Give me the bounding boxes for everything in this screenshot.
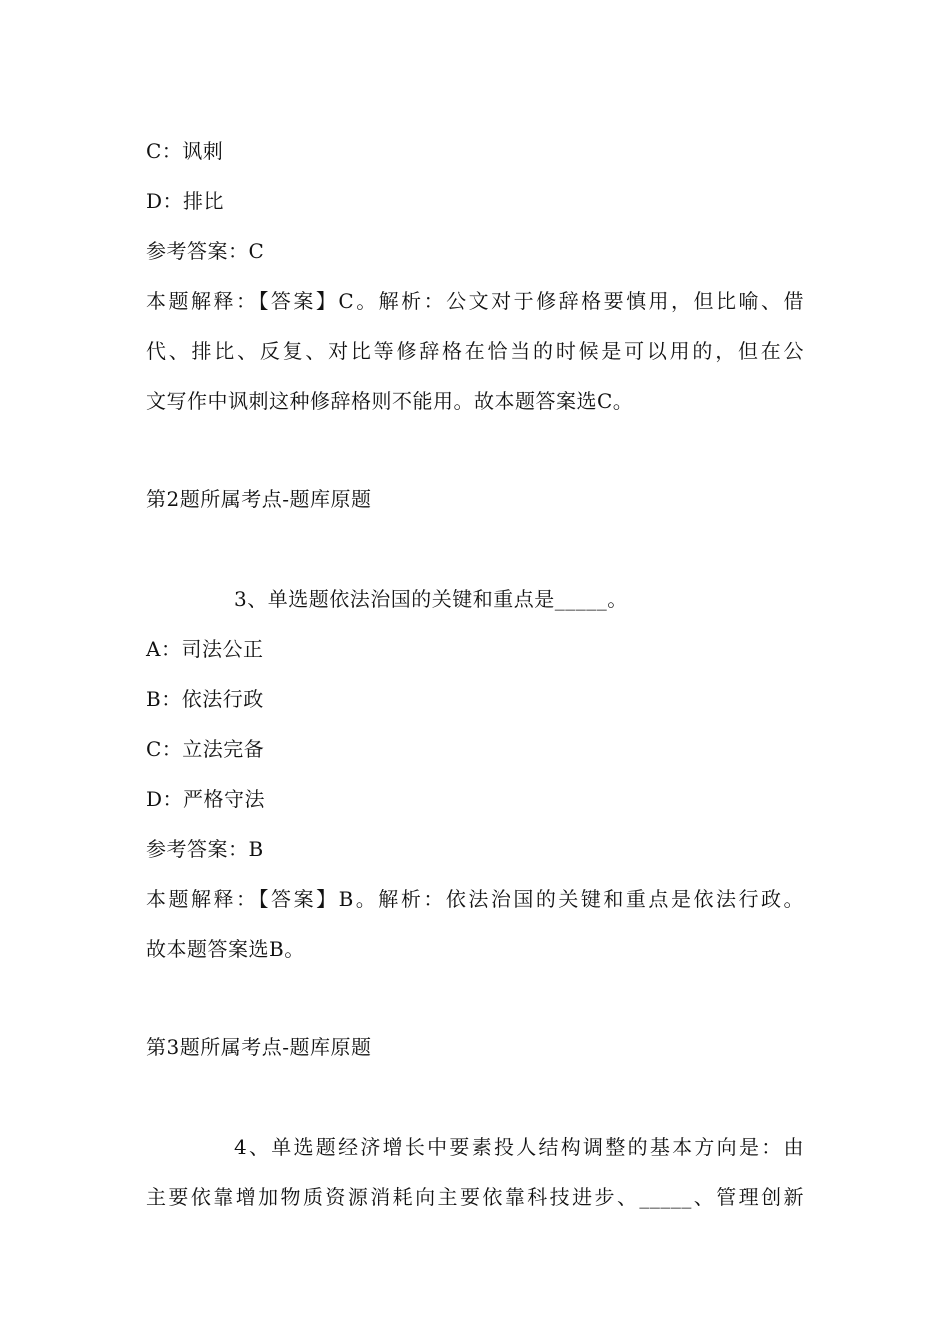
q2-option-c: C：讽刺 <box>146 139 224 163</box>
q2-explanation-line-2: 代、排比、反复、对比等修辞格在恰当的时候是可以用的，但在公 <box>146 339 804 363</box>
q3-point: 第3题所属考点-题库原题 <box>146 1035 372 1059</box>
q3-explanation-line-2: 故本题答案选B。 <box>146 937 305 961</box>
q4-stem-line-2: 主要依靠增加物质资源消耗向主要依靠科技进步、_____、管理创新 <box>146 1185 804 1209</box>
q4-stem-line-1: 4、单选题经济增长中要素投人结构调整的基本方向是：由 <box>234 1135 804 1159</box>
q3-stem: 3、单选题依法治国的关键和重点是_____。 <box>234 587 628 611</box>
q2-explanation-line-3: 文写作中讽刺这种修辞格则不能用。故本题答案选C。 <box>146 389 634 413</box>
q2-answer: 参考答案：C <box>146 239 265 263</box>
q3-answer: 参考答案：B <box>146 837 264 861</box>
q3-option-a: A：司法公正 <box>146 637 264 661</box>
q3-explanation-line-1: 本题解释：【答案】B。解析：依法治国的关键和重点是依法行政。 <box>146 887 804 911</box>
q2-explanation-line-1: 本题解释：【答案】C。解析：公文对于修辞格要慎用，但比喻、借 <box>146 289 804 313</box>
q3-option-d: D：严格守法 <box>146 787 266 811</box>
q2-point: 第2题所属考点-题库原题 <box>146 487 372 511</box>
q3-option-b: B：依法行政 <box>146 687 264 711</box>
q2-option-d: D：排比 <box>146 189 225 213</box>
q3-option-c: C：立法完备 <box>146 737 265 761</box>
